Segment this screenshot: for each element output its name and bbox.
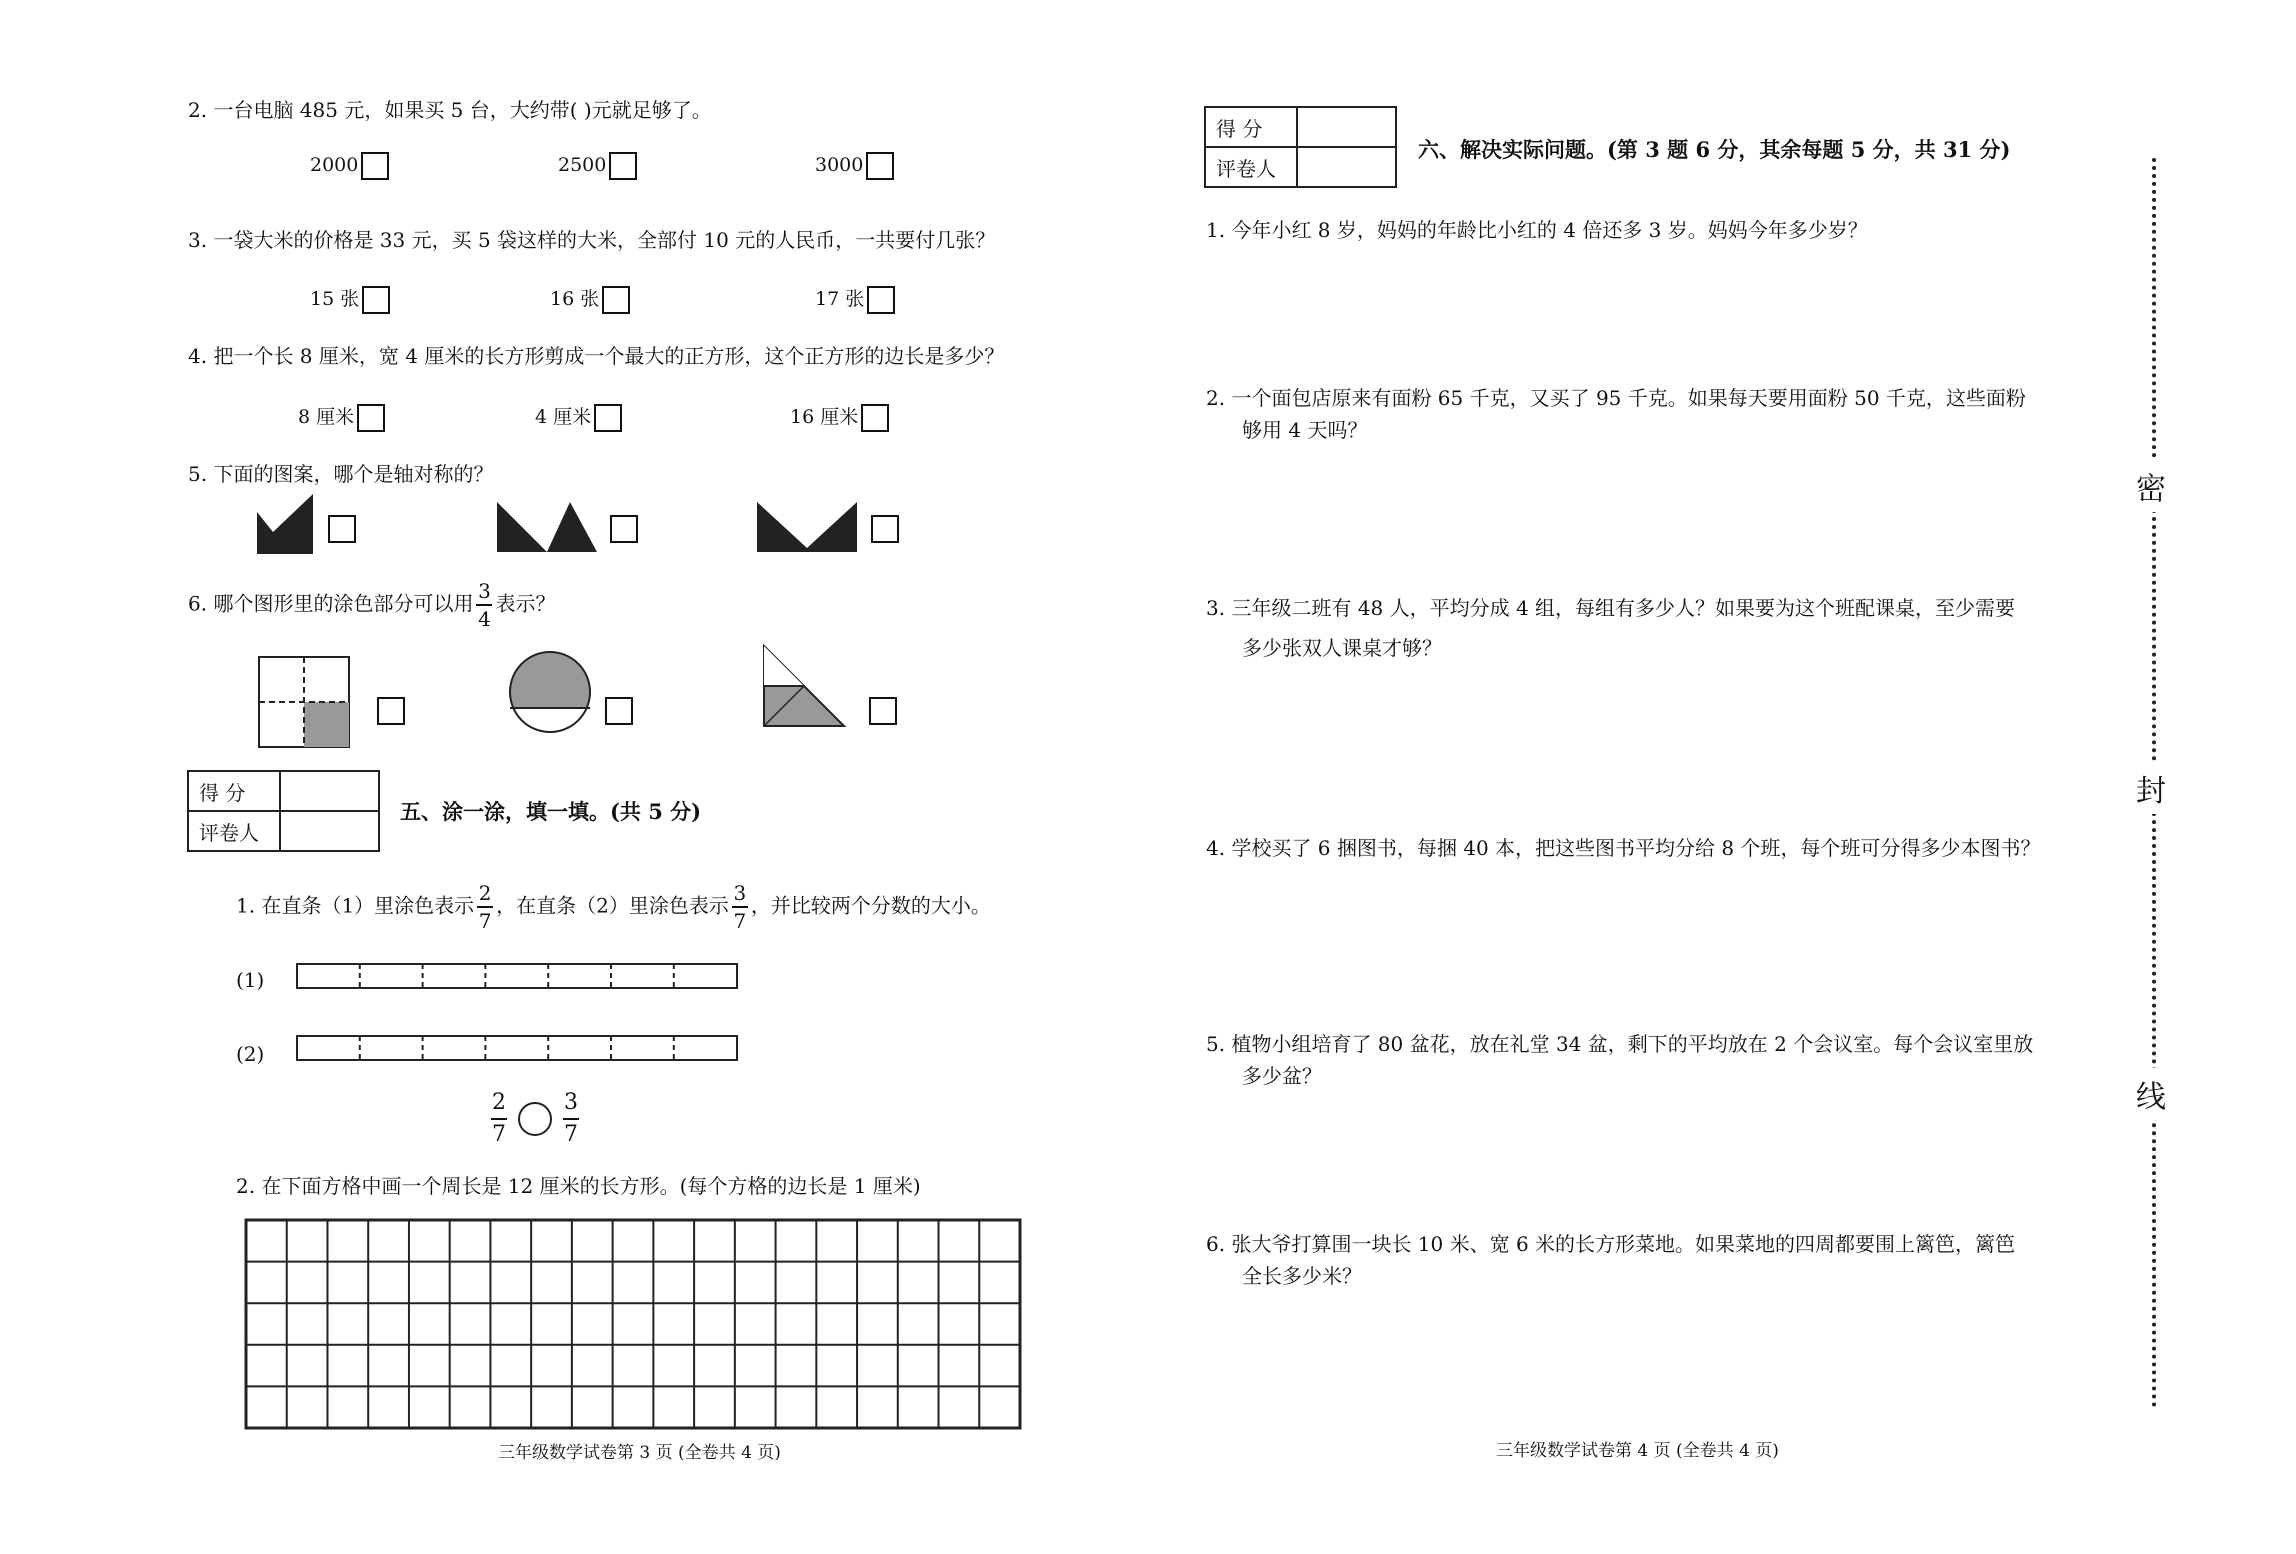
fraction-3-7 bbox=[732, 882, 748, 932]
margin-char-seal-2: 封 bbox=[2136, 762, 2166, 814]
frac-num: 3 bbox=[564, 1090, 578, 1115]
question-2: 2. 一台电脑 485 元，如果买 5 台，大约带( )元就足够了。 bbox=[188, 98, 712, 122]
bar-2[interactable] bbox=[296, 1034, 740, 1064]
problem-6-line-2: 全长多少米？ bbox=[1242, 1264, 1362, 1288]
reviewer-label: 评卷人 bbox=[188, 811, 280, 851]
q5-checkbox-3[interactable] bbox=[871, 515, 899, 543]
q4-option-1[interactable] bbox=[298, 402, 385, 432]
q6-checkbox-3[interactable] bbox=[869, 697, 897, 725]
frac-num: 3 bbox=[478, 579, 491, 603]
question-4: 4. 把一个长 8 厘米，宽 4 厘米的长方形剪成一个最大的正方形，这个正方形的边长是多少？ bbox=[188, 344, 1005, 368]
checkbox[interactable] bbox=[361, 152, 389, 180]
fraction-3-4 bbox=[476, 580, 492, 630]
compare-circle[interactable] bbox=[518, 1102, 552, 1136]
section-6-title: 六、解决实际问题。(第 3 题 6 分，其余每题 5 分，共 31 分) bbox=[1418, 137, 2011, 162]
q5-checkbox-2[interactable] bbox=[610, 515, 638, 543]
q1-part-c: ，并比较两个分数的大小。 bbox=[750, 893, 991, 918]
q2-option-3[interactable] bbox=[815, 152, 894, 180]
problem-4 bbox=[1206, 834, 2040, 862]
square-grid[interactable] bbox=[244, 1218, 1024, 1432]
margin-char-seal: 密 bbox=[2136, 460, 2166, 512]
bar-1[interactable] bbox=[296, 962, 740, 992]
option-label: 2500 bbox=[558, 154, 607, 176]
score-table-right bbox=[1204, 106, 1397, 188]
bar-1-label: (1) bbox=[236, 968, 265, 992]
problem-3-line-2: 多少张双人课桌才够？ bbox=[1242, 636, 1442, 660]
frac-den: 7 bbox=[733, 909, 747, 933]
footer-page-4: 三年级数学试卷第 4 页 (全卷共 4 页) bbox=[1496, 1441, 1779, 1461]
problem-2-line-2: 够用 4 天吗？ bbox=[1242, 418, 1368, 442]
score-label: 得 分 bbox=[1205, 107, 1297, 147]
problem-5 bbox=[1206, 1030, 2033, 1090]
checkbox[interactable] bbox=[609, 152, 637, 180]
q1-part-a: 1. 在直条（1）里涂色表示 bbox=[236, 893, 475, 918]
problem-4-line-1: 4. 学校买了 6 捆图书，每捆 40 本，把这些图书平均分给 8 个班，每个班可分得多少本图书？ bbox=[1206, 836, 2041, 860]
problem-5-line-2: 多少盆？ bbox=[1242, 1064, 1322, 1088]
bar-2-label: (2) bbox=[236, 1042, 265, 1066]
section-5-title: 五、涂一涂，填一填。(共 5 分) bbox=[400, 799, 702, 824]
compare-fractions bbox=[488, 1090, 582, 1148]
checkbox[interactable] bbox=[861, 404, 889, 432]
circle-shaded bbox=[508, 650, 592, 734]
compare-left-fraction bbox=[491, 1090, 507, 1148]
option-label: 16 张 bbox=[550, 288, 600, 310]
q4-option-3[interactable] bbox=[790, 402, 889, 432]
problem-2 bbox=[1206, 384, 2026, 444]
frac-num: 3 bbox=[733, 881, 747, 905]
score-cell[interactable] bbox=[280, 771, 379, 811]
problem-6 bbox=[1206, 1230, 2015, 1290]
problem-5-line-1: 5. 植物小组培育了 80 盆花，放在礼堂 34 盆，剩下的平均放在 2 个会议室。每个会议室里放 bbox=[1206, 1032, 2034, 1056]
compare-right-fraction bbox=[563, 1090, 579, 1148]
option-label: 15 张 bbox=[310, 288, 360, 310]
score-table-left bbox=[187, 770, 380, 852]
option-label: 4 厘米 bbox=[535, 406, 592, 428]
frac-den: 7 bbox=[492, 1122, 506, 1147]
checkbox[interactable] bbox=[602, 286, 630, 314]
option-label: 2000 bbox=[310, 154, 359, 176]
q1-part-b: ，在直条（2）里涂色表示 bbox=[496, 893, 729, 918]
frac-den: 7 bbox=[478, 909, 492, 933]
score-cell[interactable] bbox=[1297, 107, 1396, 147]
frac-den: 7 bbox=[564, 1122, 578, 1147]
checkbox[interactable] bbox=[362, 286, 390, 314]
section-5-question-1 bbox=[236, 882, 991, 932]
checkbox[interactable] bbox=[867, 286, 895, 314]
problem-2-line-1: 2. 一个面包店原来有面粉 65 千克，又买了 95 千克。如果每天要用面粉 50 千克，这些面粉 bbox=[1206, 386, 2026, 410]
score-label: 得 分 bbox=[188, 771, 280, 811]
q2-option-2[interactable] bbox=[558, 152, 637, 180]
shape-option-1 bbox=[255, 492, 315, 554]
q3-option-2[interactable] bbox=[550, 284, 630, 314]
frac-num: 2 bbox=[492, 1090, 506, 1115]
q6-text-after: 表示？ bbox=[495, 591, 556, 616]
option-label: 3000 bbox=[815, 154, 864, 176]
problem-3-line-1: 3. 三年级二班有 48 人，平均分成 4 组，每组有多少人？如果要为这个班配课桌，至少需要 bbox=[1206, 596, 2016, 620]
reviewer-cell[interactable] bbox=[1297, 147, 1396, 187]
q3-option-3[interactable] bbox=[815, 284, 895, 314]
shape-option-3 bbox=[755, 500, 860, 554]
frac-den: 4 bbox=[478, 607, 491, 631]
q6-checkbox-2[interactable] bbox=[605, 697, 633, 725]
checkbox[interactable] bbox=[357, 404, 385, 432]
problem-1-line-1: 1. 今年小红 8 岁，妈妈的年龄比小红的 4 倍还多 3 岁。妈妈今年多少岁？ bbox=[1206, 218, 1868, 242]
section-5-question-2: 2. 在下面方格中画一个周长是 12 厘米的长方形。(每个方格的边长是 1 厘米) bbox=[236, 1174, 921, 1198]
margin-char-line: 线 bbox=[2136, 1068, 2166, 1120]
q5-checkbox-1[interactable] bbox=[328, 515, 356, 543]
q2-option-1[interactable] bbox=[310, 152, 389, 180]
question-3: 3. 一袋大米的价格是 33 元，买 5 袋这样的大米，全部付 10 元的人民币，一共要付几张？ bbox=[188, 228, 996, 252]
q3-option-1[interactable] bbox=[310, 284, 390, 314]
q6-text-before: 6. 哪个图形里的涂色部分可以用 bbox=[188, 591, 474, 616]
frac-num: 2 bbox=[478, 881, 492, 905]
problem-1 bbox=[1206, 216, 1868, 244]
problem-3 bbox=[1206, 594, 2015, 662]
checkbox[interactable] bbox=[594, 404, 622, 432]
option-label: 8 厘米 bbox=[298, 406, 355, 428]
problem-6-line-1: 6. 张大爷打算围一块长 10 米、宽 6 米的长方形菜地。如果菜地的四周都要围上篱笆，篱笆 bbox=[1206, 1232, 2016, 1256]
question-5: 5. 下面的图案，哪个是轴对称的？ bbox=[188, 462, 494, 486]
triangle-shaded bbox=[762, 644, 848, 728]
option-label: 17 张 bbox=[815, 288, 865, 310]
fraction-2-7 bbox=[477, 882, 493, 932]
q6-checkbox-1[interactable] bbox=[377, 697, 405, 725]
question-6 bbox=[188, 580, 555, 630]
reviewer-cell[interactable] bbox=[280, 811, 379, 851]
checkbox[interactable] bbox=[866, 152, 894, 180]
option-label: 16 厘米 bbox=[790, 406, 859, 428]
square-quarter-shaded bbox=[258, 656, 350, 748]
q4-option-2[interactable] bbox=[535, 402, 622, 432]
shape-option-2 bbox=[495, 500, 600, 554]
footer-page-3: 三年级数学试卷第 3 页 (全卷共 4 页) bbox=[498, 1443, 781, 1463]
reviewer-label: 评卷人 bbox=[1205, 147, 1297, 187]
